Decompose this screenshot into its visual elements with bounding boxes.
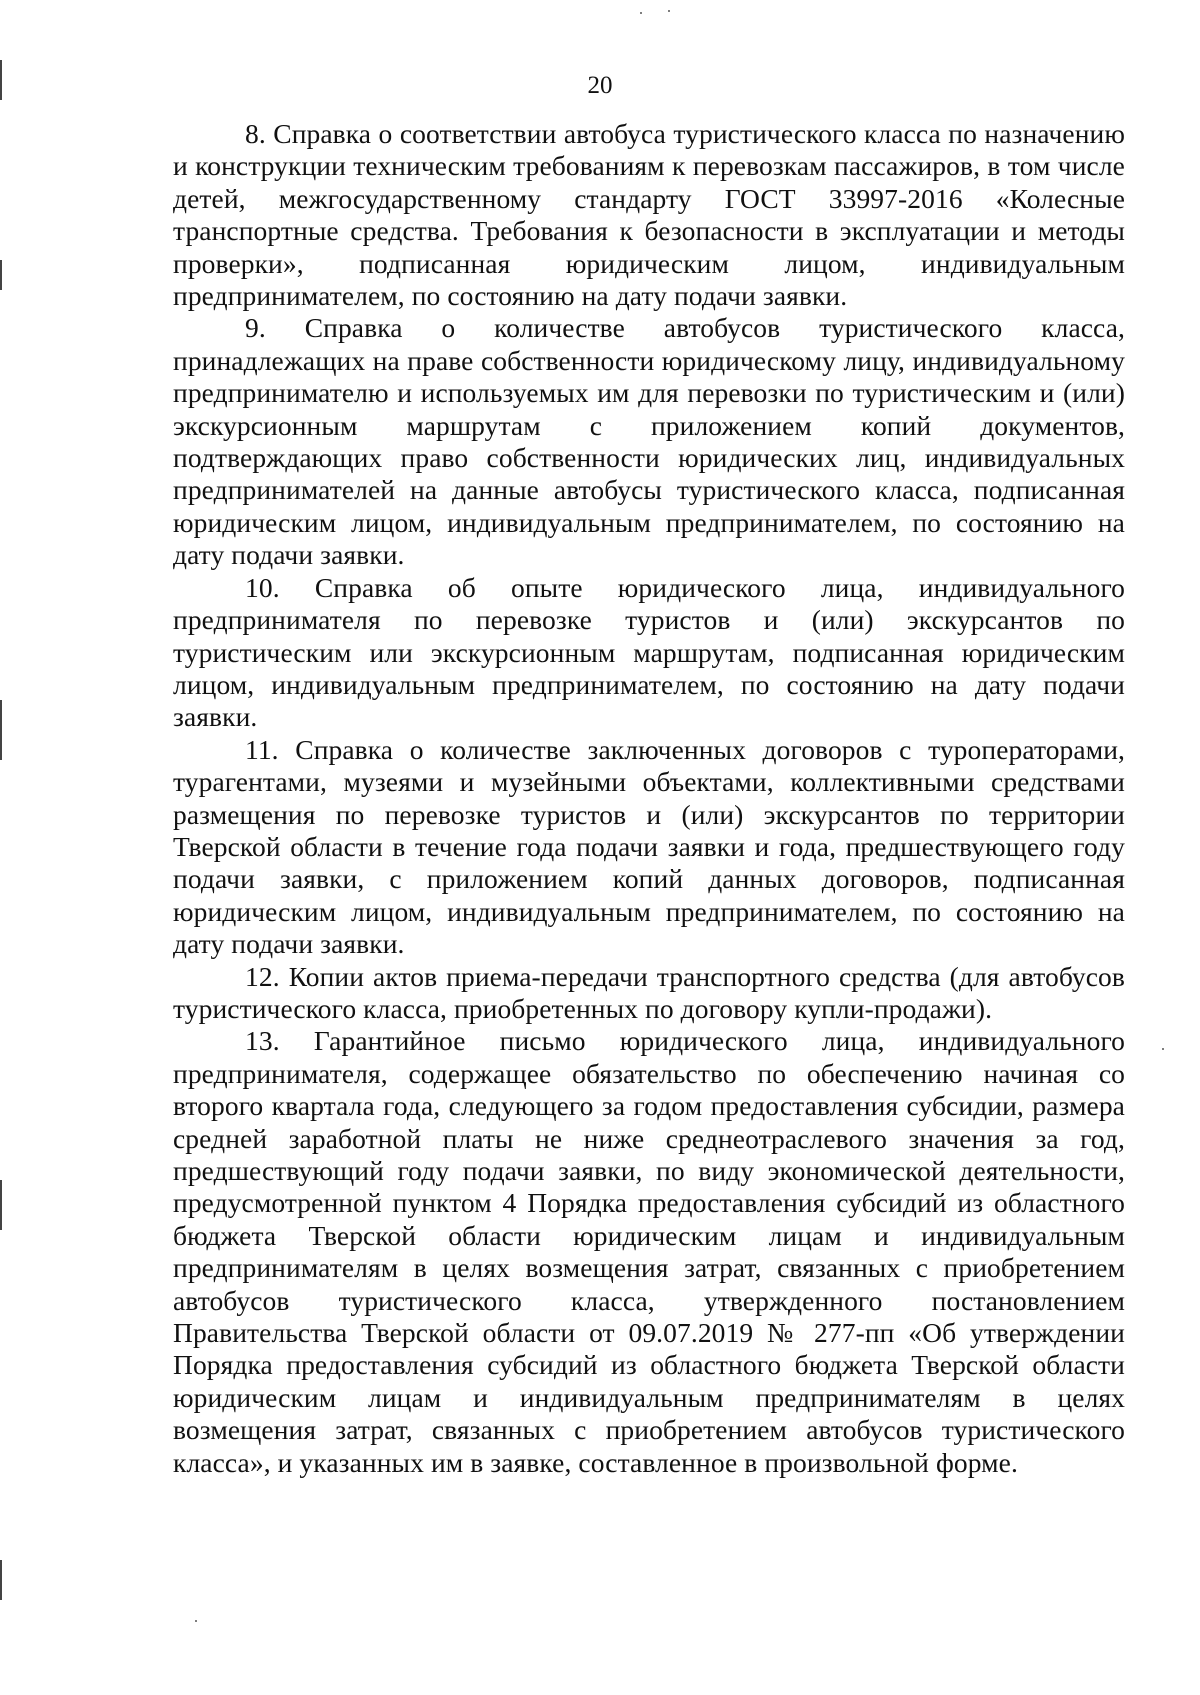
paragraph-number: 9. xyxy=(245,312,266,344)
scan-speck xyxy=(640,12,642,14)
scan-speck xyxy=(195,1620,197,1622)
paragraph-number: 11. xyxy=(245,733,279,765)
paragraph-number: 13. xyxy=(245,1025,280,1057)
paragraph-11 xyxy=(173,734,1125,961)
paragraph-number: 10. xyxy=(245,571,280,603)
document-body xyxy=(173,118,1125,1479)
paragraph-text: Копии актов приема-передачи транспортного средства (для автобусов туристического класса, приобретенных по договору купли-продажи). xyxy=(173,960,1125,1024)
scan-edge-mark xyxy=(0,1560,2,1600)
paragraph-9 xyxy=(173,312,1125,571)
paragraph-text: Справка о количестве автобусов туристического класса, принадлежащих на праве собственности юридическому лицу, индивидуальному предпринимателю и используемых им для перевозки по туристическим и (или) экскурсионным маршрутам с приложением копий документов, подтверждающих право собственности юридических лиц, индивидуальных предпринимателей на данные автобусы туристического класса, подписанная юридическим лицом, индивидуальным предпринимателем, по состоянию на дату подачи заявки. xyxy=(173,312,1125,571)
scan-edge-mark xyxy=(0,700,2,760)
scan-speck xyxy=(668,10,670,12)
paragraph-13 xyxy=(173,1025,1125,1479)
paragraph-number: 12. xyxy=(245,960,280,992)
paragraph-number: 8. xyxy=(245,118,266,149)
paragraph-text: Гарантийное письмо юридического лица, индивидуального предпринимателя, содержащее обязательство по обеспечению начиная со второго квартала года, следующего за годом предоставления субсидии, размера средней заработной платы не ниже среднеотраслевого значения за год, предшествующий году подачи заявки, по виду экономической деятельности, предусмотренной пунктом 4 Порядка предоставления субсидий из областного бюджета Тверской области юридическим лицам и индивидуальным предпринимателям в целях возмещения затрат, связанных с приобретением автобусов туристического класса, утвержденного постановлением Правительства Тверской области от 09.07.2019 № 277-пп «Об утверждении Порядка предоставления субсидий из областного бюджета Тверской области юридическим лицам и индивидуальным предпринимателям в целях возмещения затрат, связанных с приобретением автобусов туристического класса», и указанных им в заявке, составленное в произвольной форме. xyxy=(173,1025,1125,1478)
scan-edge-mark xyxy=(0,260,2,290)
paragraph-12 xyxy=(173,961,1125,1026)
paragraph-text: Справка об опыте юридического лица, индивидуального предпринимателя по перевозке туристов и (или) экскурсантов по туристическим или экскурсионным маршрутам, подписанная юридическим лицом, индивидуальным предпринимателем, по состоянию на дату подачи заявки. xyxy=(173,571,1125,733)
paragraph-text: Справка о соответствии автобуса туристического класса по назначению и конструкции техническим требованиям к перевозкам пассажиров, в том числе детей, межгосударственному стандарту ГОСТ 33997-2016 «Колесные транспортные средства. Требования к безопасности в эксплуатации и методы проверки», подписанная юридическим лицом, индивидуальным предпринимателем, по состоянию на дату подачи заявки. xyxy=(173,118,1126,312)
scan-speck xyxy=(1162,1048,1164,1050)
paragraph-8 xyxy=(173,118,1125,312)
page-number: 20 xyxy=(587,72,613,99)
scan-edge-mark xyxy=(0,1180,2,1230)
paragraph-text: Справка о количестве заключенных договоров с туроператорами, турагентами, музеями и музейными объектами, коллективными средствами размещения по перевозке туристов и (или) экскурсантов по территории Тверской области в течение года подачи заявки и года, предшествующего году подачи заявки, с приложением копий данных договоров, подписанная юридическим лицом, индивидуальным предпринимателем, по состоянию на дату подачи заявки. xyxy=(173,733,1126,960)
paragraph-10 xyxy=(173,572,1125,734)
